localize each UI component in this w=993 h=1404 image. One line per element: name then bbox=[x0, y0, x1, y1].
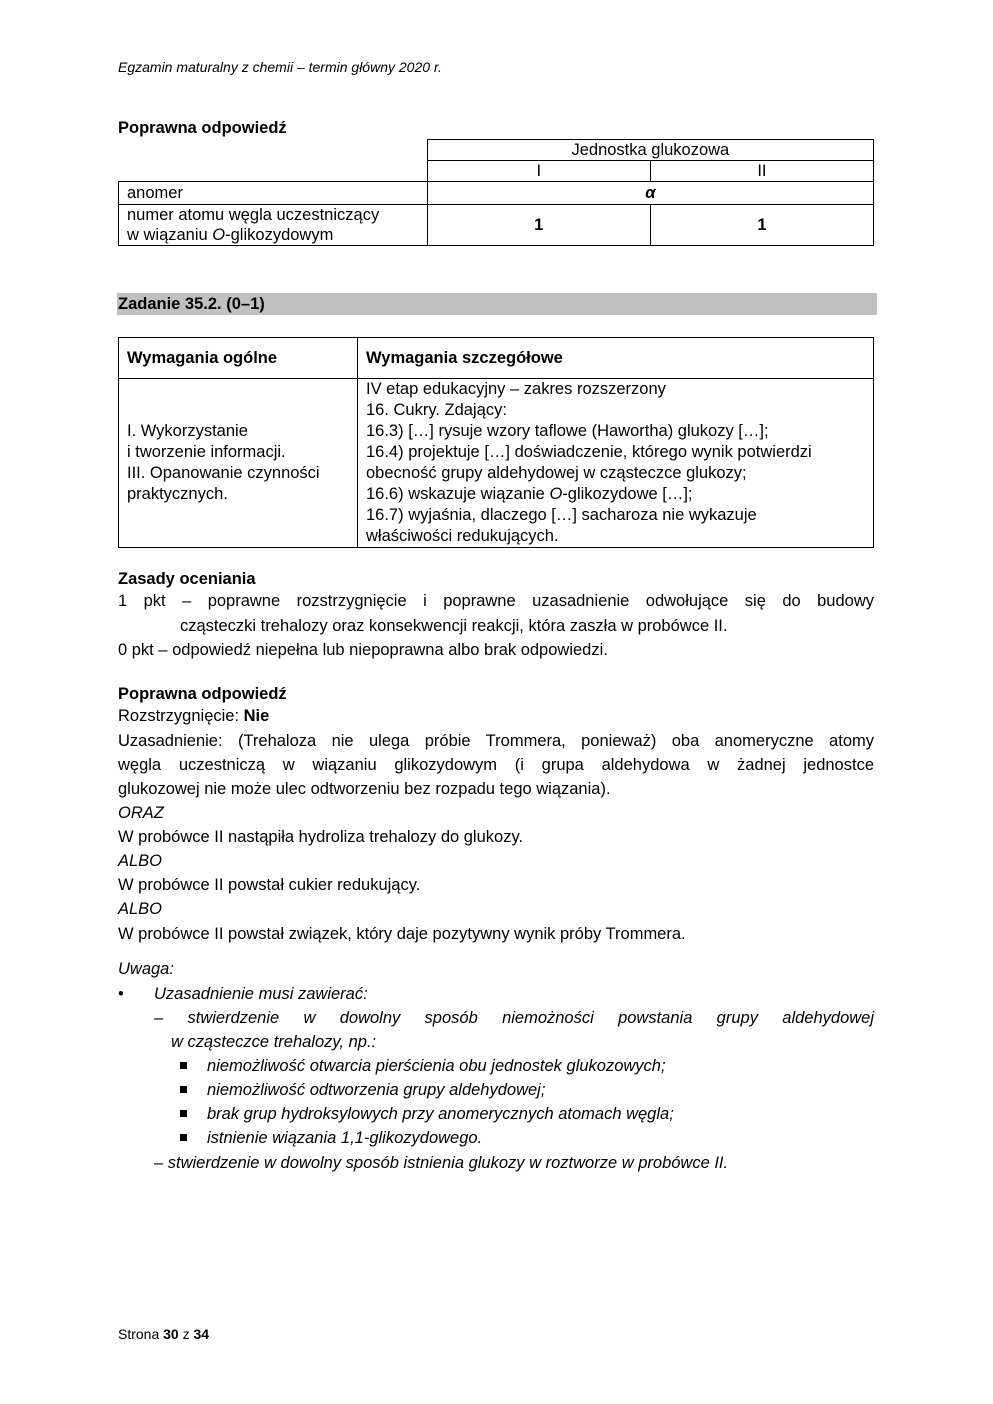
page-number: 30 bbox=[163, 1326, 179, 1342]
decision: Rozstrzygnięcie: Nie bbox=[118, 707, 270, 725]
page-header: Egzamin maturalny z chemii – termin główny 2020 r. bbox=[118, 59, 442, 75]
justification-line3: glukozowej nie może ulec odtworzeniu bez rozpadu tego wiązania). bbox=[118, 780, 611, 798]
requirements-table bbox=[118, 337, 874, 548]
page-footer: Strona 30 z 34 bbox=[118, 1326, 210, 1342]
atom-number-unit-1: 1 bbox=[427, 205, 650, 246]
alt-2: W probówce II powstał cukier redukujący. bbox=[118, 876, 421, 894]
bullet-dot-icon: • bbox=[118, 985, 124, 1003]
answer2-heading: Poprawna odpowiedź bbox=[118, 685, 287, 703]
alt-3: W probówce II powstał związek, który daje pozytywny wynik próby Trommera. bbox=[118, 925, 686, 943]
scoring-1pkt-line2: cząsteczki trehalozy oraz konsekwencji reakcji, która zaszła w probówce II. bbox=[180, 617, 728, 635]
note-dash1-line2: w cząsteczce trehalozy, np.: bbox=[171, 1033, 377, 1051]
answer-table bbox=[118, 139, 874, 246]
note-sub-item: istnienie wiązania 1,1-glikozydowego. bbox=[207, 1129, 483, 1147]
square-bullet-icon bbox=[180, 1134, 187, 1141]
task-title-bar: Zadanie 35.2. (0–1) bbox=[117, 293, 877, 315]
general-requirements: I. Wykorzystanie i tworzenie informacji. III. Opanowanie czynności praktycznych. bbox=[119, 379, 358, 548]
atom-number-unit-2: 1 bbox=[650, 205, 873, 246]
albo-label-2: ALBO bbox=[118, 900, 163, 918]
scoring-1pkt-line1: 1 pkt – poprawne rozstrzygnięcie i poprawne uzasadnienie odwołujące się do budowy bbox=[118, 592, 874, 610]
anomer-value: α bbox=[427, 182, 873, 205]
page-total: 34 bbox=[193, 1326, 210, 1342]
square-bullet-icon bbox=[180, 1086, 187, 1093]
detailed-requirements-header: Wymagania szczegółowe bbox=[358, 338, 874, 379]
note-dash2: – stwierdzenie w dowolny sposób istnienia glukozy w roztworze w probówce II. bbox=[154, 1154, 729, 1172]
oraz-label: ORAZ bbox=[118, 804, 164, 822]
note-dash1-line1: – stwierdzenie w dowolny sposób niemożności powstania grupy aldehydowej bbox=[154, 1009, 874, 1027]
scoring-0pkt: 0 pkt – odpowiedź niepełna lub niepoprawna albo brak odpowiedzi. bbox=[118, 641, 608, 659]
col-header-1: I bbox=[427, 161, 650, 182]
answer-heading: Poprawna odpowiedź bbox=[118, 119, 287, 137]
justification-line2: węgla uczestniczą w wiązaniu glikozydowym (i grupa aldehydowa w żadnej jednostce bbox=[118, 756, 874, 774]
detailed-requirements: IV etap edukacyjny – zakres rozszerzony 16. Cukry. Zdający: 16.3) […] rysuje wzory taflowe (Hawortha) glukozy […]; 16.4) projektuje […] doświadczenie, którego wynik potwierdzi obecność grupy aldehydowej w cząsteczce glukozy; 16.6) wskazuje wiązanie O-glikozydowe […]; 16.7) wyjaśnia, dlaczego […] sacharoza nie wykazuje właściwości redukujących. bbox=[358, 379, 874, 548]
albo-label-1: ALBO bbox=[118, 852, 163, 870]
general-requirements-header: Wymagania ogólne bbox=[119, 338, 358, 379]
note-sub-item: niemożliwość odtworzenia grupy aldehydowej; bbox=[207, 1081, 546, 1099]
row-label-atom-number: numer atomu węgla uczestniczący w wiązaniu O-glikozydowym bbox=[119, 205, 428, 246]
alt-1: W probówce II nastąpiła hydroliza trehalozy do glukozy. bbox=[118, 828, 524, 846]
square-bullet-icon bbox=[180, 1110, 187, 1117]
note-sub-item: niemożliwość otwarcia pierścienia obu jednostek glukozowych; bbox=[207, 1057, 666, 1075]
scoring-heading: Zasady oceniania bbox=[118, 570, 256, 588]
note-bullet: Uzasadnienie musi zawierać: bbox=[154, 985, 368, 1003]
row-label-anomer: anomer bbox=[119, 182, 428, 205]
note-sub-item: brak grup hydroksylowych przy anomerycznych atomach węgla; bbox=[207, 1105, 674, 1123]
group-header: Jednostka glukozowa bbox=[427, 140, 873, 161]
col-header-2: II bbox=[650, 161, 873, 182]
square-bullet-icon bbox=[180, 1062, 187, 1069]
note-heading: Uwaga: bbox=[118, 960, 174, 978]
justification-line1: Uzasadnienie: (Trehaloza nie ulega próbie Trommera, ponieważ) oba anomeryczne atomy bbox=[118, 732, 874, 750]
